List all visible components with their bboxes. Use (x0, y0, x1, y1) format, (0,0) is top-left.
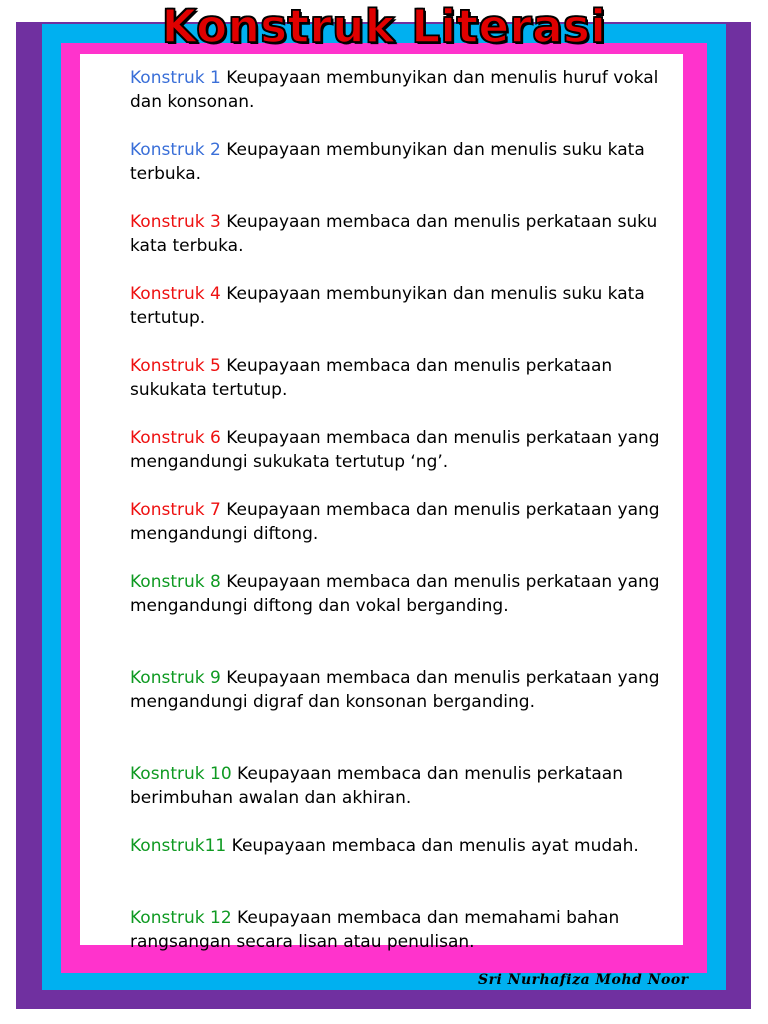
construct-description: Keupayaan membaca dan memahami bahan rangsangan secara lisan atau penulisan. (130, 908, 620, 952)
list-item (130, 834, 670, 906)
construct-label: Konstruk11 (130, 836, 227, 856)
title-banner (0, 0, 768, 54)
construct-description: Keupayaan membaca dan menulis perkataan sukukata tertutup. (130, 356, 613, 400)
author-signature: Sri Nurhafiza Mohd Noor (478, 972, 689, 988)
construct-label: Konstruk 7 (130, 500, 221, 520)
construct-description: Keupayaan membaca dan menulis perkataan yang mengandungi digraf dan konsonan berganding. (130, 668, 660, 712)
construct-label: Konstruk 9 (130, 668, 221, 688)
list-item (130, 426, 670, 498)
construct-label: Konstruk 2 (130, 140, 221, 160)
list-item (130, 354, 670, 426)
list-item (130, 498, 670, 570)
construct-label: Konstruk 5 (130, 356, 221, 376)
construct-description: Keupayaan membunyikan dan menulis suku kata terbuka. (130, 140, 645, 184)
list-item (130, 762, 670, 834)
list-item (130, 282, 670, 354)
construct-description: Keupayaan membaca dan menulis perkataan yang mengandungi diftong. (130, 500, 660, 544)
construct-description: Keupayaan membaca dan menulis ayat mudah. (226, 836, 639, 856)
construct-description: Keupayaan membaca dan menulis perkataan suku kata terbuka. (130, 212, 658, 256)
construct-label: Konstruk 8 (130, 572, 221, 592)
construct-description: Keupayaan membaca dan menulis perkataan berimbuhan awalan dan akhiran. (130, 764, 623, 808)
construct-description: Keupayaan membunyikan dan menulis suku kata tertutup. (130, 284, 645, 328)
list-item (130, 210, 670, 282)
construct-label: Konstruk 6 (130, 428, 221, 448)
construct-label: Konstruk 1 (130, 68, 221, 88)
construct-description: Keupayaan membunyikan dan menulis huruf vokal dan konsonan. (130, 68, 659, 112)
construct-label: Konstruk 3 (130, 212, 221, 232)
list-item (130, 66, 670, 138)
construct-label: Konstruk 4 (130, 284, 221, 304)
construct-description: Keupayaan membaca dan menulis perkataan yang mengandungi diftong dan vokal berganding. (130, 572, 660, 616)
page-title: Konstruk Literasi (161, 0, 607, 53)
construct-label: Kosntruk 10 (130, 764, 232, 784)
list-item (130, 570, 670, 666)
construct-description: Keupayaan membaca dan menulis perkataan yang mengandungi sukukata tertutup ‘ng’. (130, 428, 660, 472)
construct-list (130, 66, 670, 978)
construct-label: Konstruk 12 (130, 908, 232, 928)
list-item (130, 138, 670, 210)
list-item (130, 906, 670, 978)
list-item (130, 666, 670, 762)
